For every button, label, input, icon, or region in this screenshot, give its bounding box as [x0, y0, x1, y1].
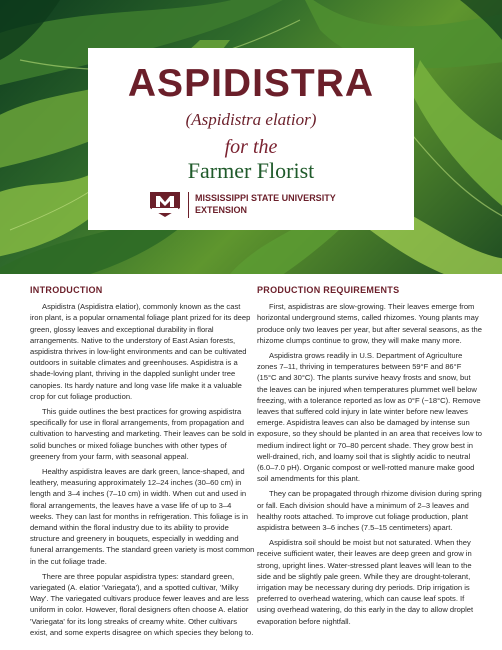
for-the-text: for the [224, 136, 278, 158]
msu-seal-icon [148, 190, 182, 218]
intro-paragraph: Aspidistra (Aspidistra elatior), commonly known as the cast iron plant, is a popular ornamental foliage plant prized for its deep green, glossy leaves and exceptional durability in floral arrangements. Native to the understory of East Asian forests, aspidistra thrives in low-light environments and can be cultivated outdoors in suitable climates and greenhouses. Aspidistra is a shade-loving plant, thriving in the dappled sunlight under tree canopies. Its hardy nature and long vase life make it a valuable crop for cut foliage production. [30, 302, 251, 401]
logo-divider [188, 192, 189, 218]
intro-paragraph: This guide outlines the best practices for growing aspidistra specifically for use in floral arrangements, from propagation and cultivation to harvesting and marketing. Their leaves can be sold in solid bunches or mixed foliage bunches with other types of greenery from your farm, with seasonal appeal. [30, 407, 255, 461]
audience-title: Farmer Florist [187, 158, 315, 183]
page-title: ASPIDISTRA [127, 62, 375, 105]
introduction-section [30, 285, 255, 642]
intro-paragraph: There are three popular aspidistra types: standard green, variegated (A. elatior 'Variegata'), and a spotted cultivar, 'Milky Way'. The variegated cultivars produce fewer leaves and are less uniform in color. However, floral designers often choose A. elatior 'Variegata' for its long streaks of creamy white. Other cultivars exist, and some experts disagree on which species they belong to. [30, 571, 254, 637]
university-name: MISSISSIPPI STATE UNIVERSITY [195, 193, 336, 203]
msu-extension-logo [148, 190, 348, 220]
production-paragraph: Aspidistra grows readily in U.S. Department of Agriculture zones 7–11, thriving in temperatures between 59°F and 86°F (15°C and 30°C). The plants survive heavy frosts and snow, but the leaves can be injured when temperatures plummet well below freezing, with a tolerance reported as low as 0°F (−18°C). Remove leaves that suffered cold injury in late winter before new leaves emerge. Aspidistra leaves can also be damaged by intense sun exposure, so they should be planted in an area that receives low to medium indirect light or 70–80 percent shade. They grow best in well-drained, rich, and loamy soil that is slightly acidic to neutral (6.0–7.0 pH). Organic compost or well-rotted manure make good soil amendments for this plant. [257, 351, 483, 484]
production-paragraph: First, aspidistras are slow-growing. Their leaves emerge from horizontal underground stems, called rhizomes. Young plants may produce only two leaves per year, but after several seasons, as the rhizome clumps continue to grow, they will make many more. [257, 302, 482, 345]
introduction-heading: INTRODUCTION [30, 285, 103, 295]
scientific-name: (Aspidistra elatior) [185, 110, 317, 129]
production-section [257, 285, 482, 631]
intro-paragraph: Healthy aspidistra leaves are dark green, lance-shaped, and leathery, measuring approximately 12–24 inches (30–60 cm) in length and 3–4 inches (7–10 cm) in width. When cut and used in floral arrangements, the leaves have a vase life of up to 3–4 weeks. They can last for months in refrigeration. This foliage is in demand within the floral industry due to its ability to provide structure and greenery in bouquets, especially in wedding and funeral arrangements. The standard green variety is most common in the cut foliage trade. [30, 467, 255, 566]
cover-photo-aspidistra-leaves [0, 0, 502, 274]
production-paragraph: They can be propagated through rhizome division during spring or fall. Each division should have a minimum of 2–3 leaves and healthy roots attached. To improve cut foliage production, plant aspidistra between 3–6 inches (7.5–15 centimeters) apart. [257, 489, 482, 533]
extension-label: EXTENSION [195, 205, 248, 215]
production-paragraph: Aspidistra soil should be moist but not saturated. When they receive sufficient water, their leaves are deep green and grow in strong, upright lines. Water-stressed plant leaves will lean to the side and be slightly pale green. While they are drought-tolerant, irrigation may be necessary during dry periods. Drip irrigation is preferred to overhead watering, which can cause leaf spots. If using overhead watering, do this early in the day to allow droplet evaporation before nightfall. [257, 538, 474, 626]
production-heading: PRODUCTION REQUIREMENTS [257, 285, 400, 295]
title-card [88, 48, 414, 230]
